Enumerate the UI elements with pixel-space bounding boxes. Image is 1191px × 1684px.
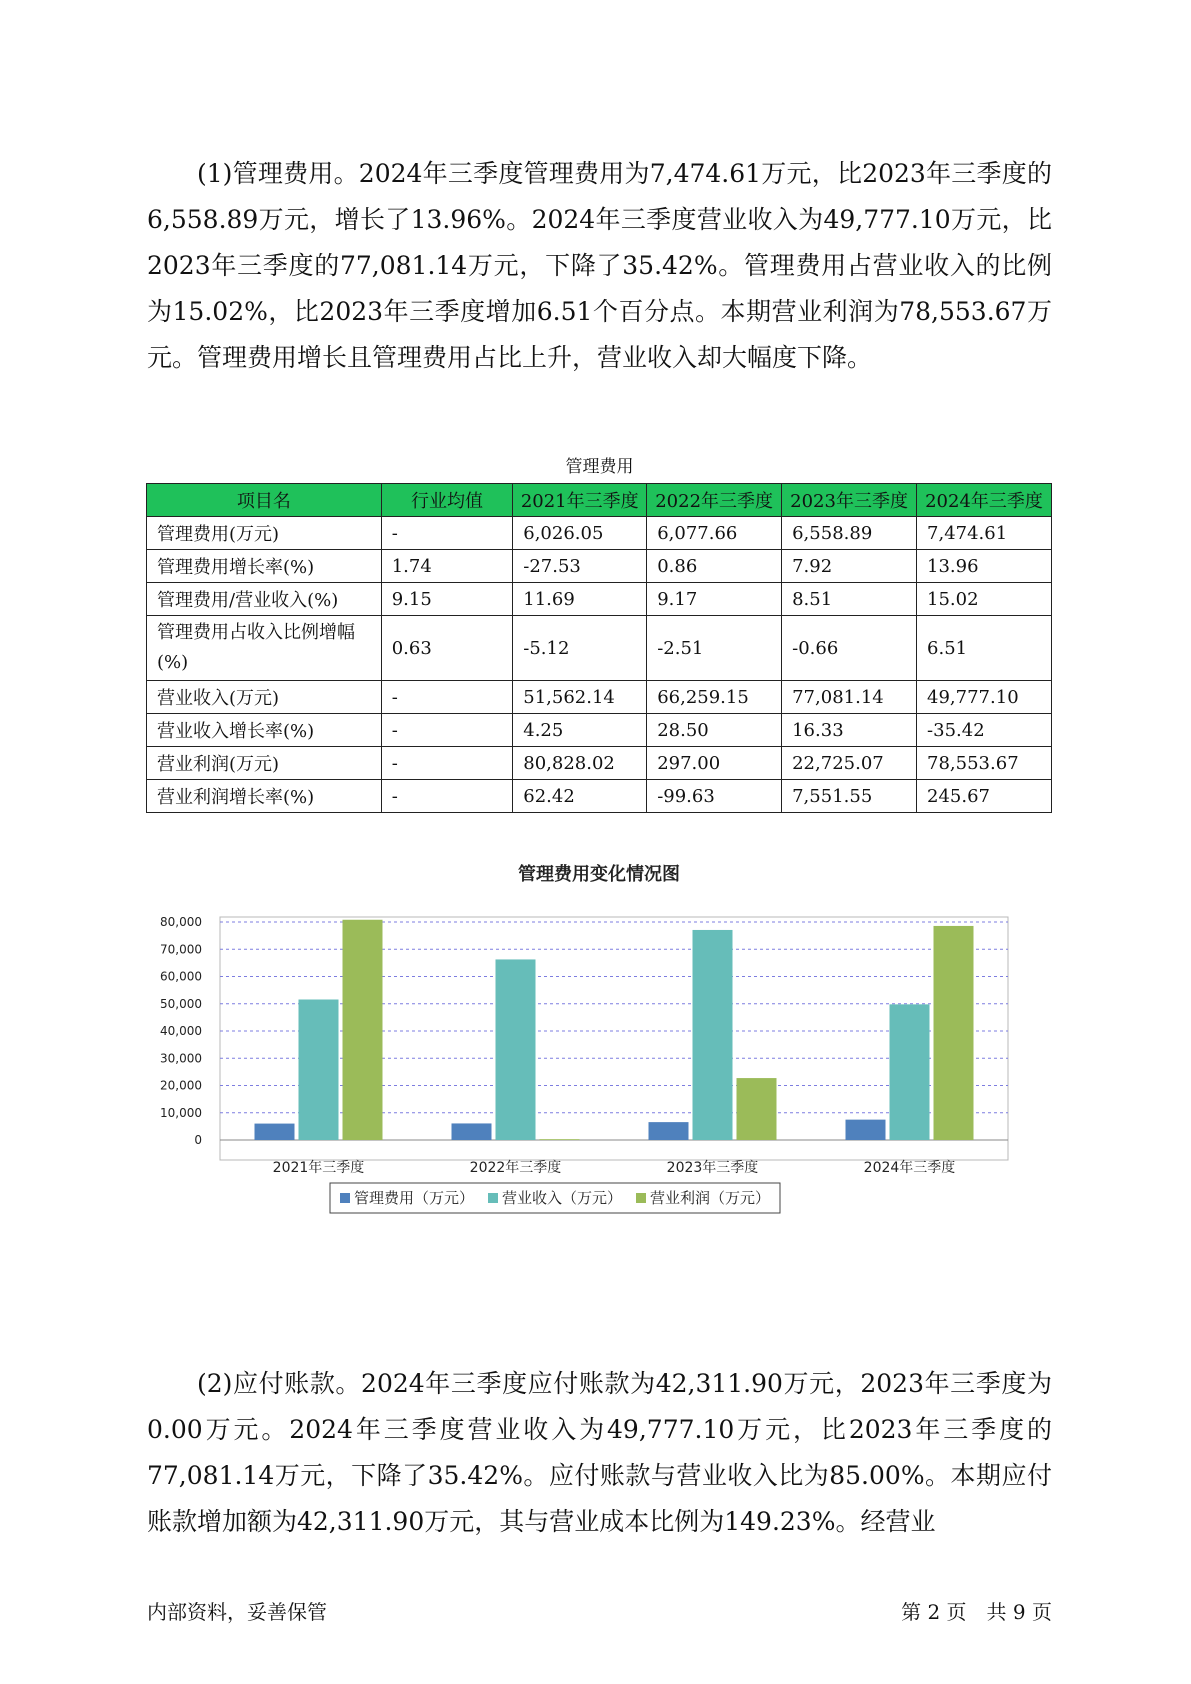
bar	[934, 926, 974, 1140]
table-cell: 15.02	[917, 583, 1052, 616]
table-cell: -	[381, 747, 513, 780]
y-tick-label: 80,000	[160, 915, 202, 929]
table-cell: 营业收入(万元)	[147, 681, 382, 714]
y-tick-label: 60,000	[160, 969, 202, 984]
table-cell: 78,553.67	[917, 747, 1052, 780]
table-cell: 49,777.10	[917, 681, 1052, 714]
bar	[540, 1139, 580, 1140]
table-cell: 管理费用占收入比例增幅(%)	[147, 616, 382, 681]
table-header: 2023年三季度	[782, 484, 917, 517]
table-header: 2022年三季度	[647, 484, 782, 517]
table-cell: 13.96	[917, 550, 1052, 583]
bar	[299, 999, 339, 1140]
x-category-label: 2023年三季度	[666, 1160, 759, 1176]
y-tick-label: 50,000	[160, 996, 202, 1011]
table-row	[147, 714, 1052, 747]
table-cell: 管理费用(万元)	[147, 517, 382, 550]
table-cell: 51,562.14	[513, 681, 647, 714]
table-cell: 7.92	[782, 550, 917, 583]
table-cell: 7,551.55	[782, 780, 917, 813]
table-header: 2024年三季度	[917, 484, 1052, 517]
table-cell: 1.74	[381, 550, 513, 583]
table-caption: 管理费用	[565, 457, 634, 477]
table-cell: -5.12	[513, 616, 647, 681]
table-header: 项目名	[147, 484, 382, 517]
management-expense-table	[146, 483, 1052, 813]
bar	[846, 1120, 886, 1140]
legend-label: 营业利润（万元）	[650, 1189, 771, 1207]
table-header: 行业均值	[381, 484, 513, 517]
table-cell: -0.66	[782, 616, 917, 681]
legend-swatch	[488, 1193, 498, 1203]
table-cell: 0.63	[381, 616, 513, 681]
table-cell: -	[381, 681, 513, 714]
table-cell: 16.33	[782, 714, 917, 747]
table-row	[147, 780, 1052, 813]
footer-confidential-note: 内部资料，妥善保管	[147, 1600, 327, 1624]
y-tick-label: 10,000	[160, 1105, 202, 1120]
table-cell: -99.63	[647, 780, 782, 813]
table-cell: 66,259.15	[647, 681, 782, 714]
legend-swatch	[636, 1193, 646, 1203]
table-cell: -2.51	[647, 616, 782, 681]
table-cell: 0.86	[647, 550, 782, 583]
table-row	[147, 583, 1052, 616]
chart-title: 管理费用变化情况图	[518, 864, 680, 885]
y-tick-label: 70,000	[160, 942, 202, 957]
table-row	[147, 517, 1052, 550]
bar	[255, 1124, 295, 1140]
table-cell: 6,026.05	[513, 517, 647, 550]
y-tick-label: 40,000	[160, 1024, 202, 1038]
management-expense-chart	[147, 860, 1052, 1320]
table-cell: -35.42	[917, 714, 1052, 747]
bar	[890, 1004, 930, 1140]
table-header: 2021年三季度	[513, 484, 647, 517]
table-cell: -	[381, 780, 513, 813]
table-cell: 9.17	[647, 583, 782, 616]
x-category-label: 2024年三季度	[863, 1160, 956, 1176]
footer-page-number: 第 2 页 共 9 页	[901, 1600, 1052, 1624]
table-cell: 管理费用增长率(%)	[147, 550, 382, 583]
table-cell: 77,081.14	[782, 681, 917, 714]
paragraph-1-text: (1)管理费用。2024年三季度管理费用为7,474.61万元，比2023年三季度的6,558.89万元，增长了13.96%。2024年三季度营业收入为49,777.10万元，比2023年三季度的77,081.14万元，下降了35.42%。管理费用占营业收入的比例为15.02%，比2023年三季度增加6.51个百分点。本期营业利润为78,553.67万元。管理费用增长且管理费用占比上升，营业收入却大幅度下降。	[147, 159, 1052, 372]
table-cell: 4.25	[513, 714, 647, 747]
table-cell: 22,725.07	[782, 747, 917, 780]
table-cell: 245.67	[917, 780, 1052, 813]
paragraph-2-text: (2)应付账款。2024年三季度应付账款为42,311.90万元，2023年三季度为0.00万元。2024年三季度营业收入为49,777.10万元，比2023年三季度的77,081.14万元，下降了35.42%。应付账款与营业收入比为85.00%。本期应付账款增加额为42,311.90万元，其与营业成本比例为149.23%。经营业	[147, 1369, 1052, 1536]
table-cell: 管理费用/营业收入(%)	[147, 583, 382, 616]
x-category-label: 2022年三季度	[469, 1160, 562, 1176]
table-cell: 80,828.02	[513, 747, 647, 780]
bar	[693, 930, 733, 1140]
bar	[452, 1123, 492, 1140]
y-tick-label: 30,000	[160, 1051, 202, 1066]
table-header-row	[147, 484, 1052, 517]
table-cell: 28.50	[647, 714, 782, 747]
table-row	[147, 747, 1052, 780]
bar	[496, 959, 536, 1140]
legend-swatch	[340, 1193, 350, 1203]
table-cell: 8.51	[782, 583, 917, 616]
table-cell: 7,474.61	[917, 517, 1052, 550]
table-cell: -27.53	[513, 550, 647, 583]
legend-label: 管理费用（万元）	[354, 1189, 475, 1207]
table-cell: -	[381, 714, 513, 747]
table-cell: 营业利润增长率(%)	[147, 780, 382, 813]
legend-label: 营业收入（万元）	[502, 1189, 623, 1207]
paragraph-management-expenses	[147, 151, 1052, 381]
chart-svg	[147, 860, 1052, 1320]
table-cell: 6,077.66	[647, 517, 782, 550]
bar	[737, 1078, 777, 1140]
table-cell: 62.42	[513, 780, 647, 813]
bar	[649, 1122, 689, 1140]
y-tick-label: 20,000	[160, 1078, 202, 1093]
bar	[343, 920, 383, 1140]
table-row	[147, 616, 1052, 681]
table-cell: 297.00	[647, 747, 782, 780]
table-cell: 6,558.89	[782, 517, 917, 550]
x-category-label: 2021年三季度	[272, 1160, 365, 1176]
table-row	[147, 681, 1052, 714]
table-cell: -	[381, 517, 513, 550]
table-cell: 6.51	[917, 616, 1052, 681]
table-cell: 9.15	[381, 583, 513, 616]
table-cell: 营业收入增长率(%)	[147, 714, 382, 747]
paragraph-accounts-payable	[147, 1361, 1052, 1545]
table-row	[147, 550, 1052, 583]
table-cell: 营业利润(万元)	[147, 747, 382, 780]
y-tick-label: 0	[194, 1133, 202, 1147]
table-cell: 11.69	[513, 583, 647, 616]
